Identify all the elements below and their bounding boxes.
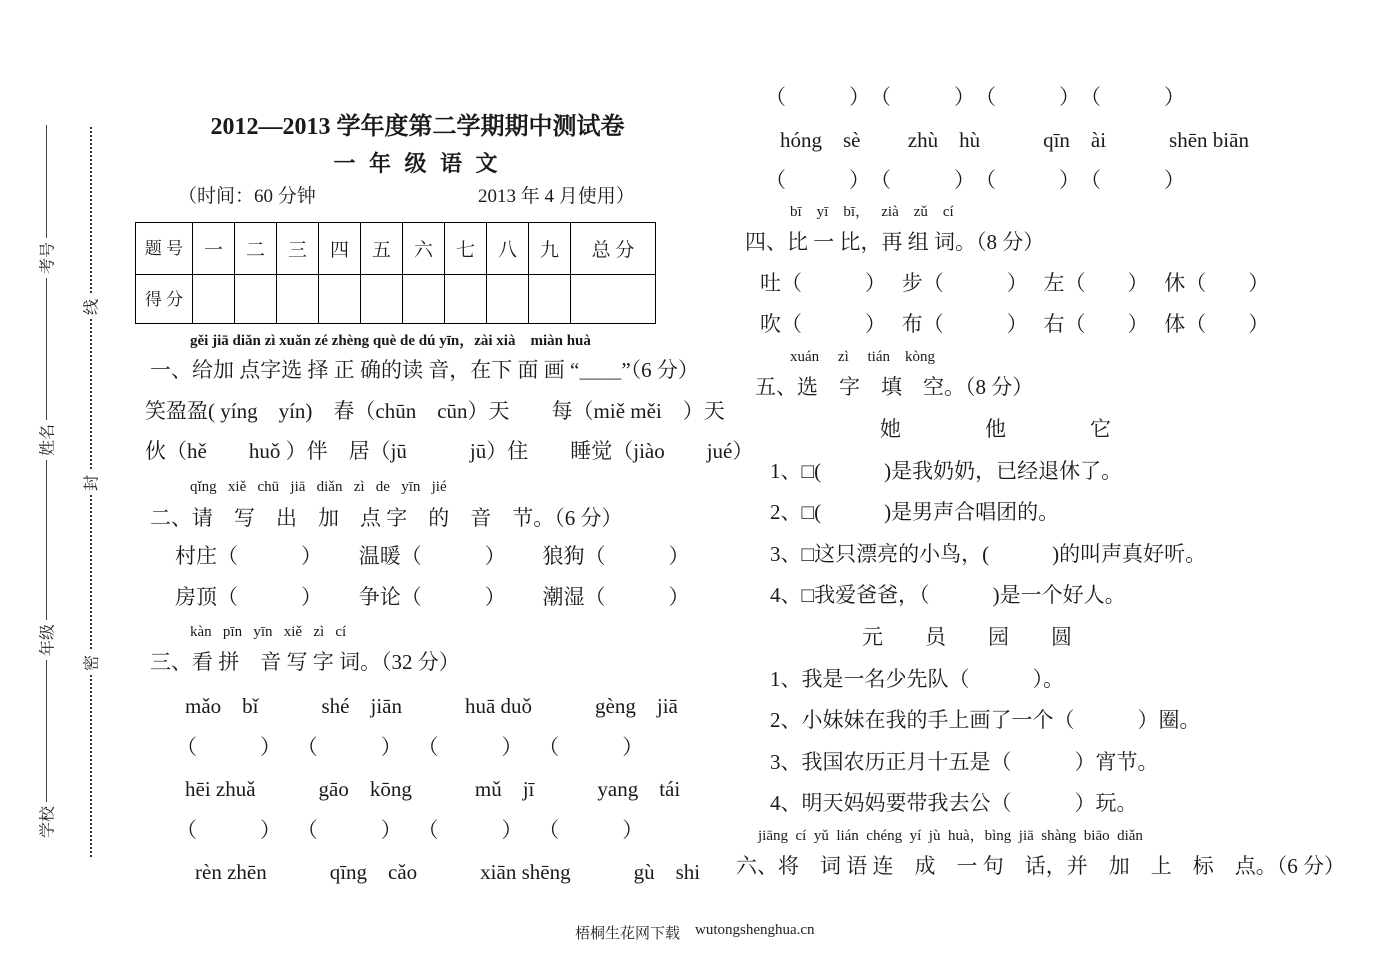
q2-title: 二、请 写 出 加 点 字 的 音 节。（6 分） (150, 506, 623, 530)
time-note: （时间：60 分钟 (178, 186, 316, 207)
q5-item-2: 2、□( )是男声合唱团的。 (770, 500, 1060, 524)
q5b-item-3: 3、我国农历正月十五是（ ）宵节。 (770, 750, 1159, 774)
q5b-item-4: 4、明天妈妈要带我去公（ ）玩。 (770, 791, 1138, 815)
score-table-total-col: 总 分 (571, 223, 656, 275)
seal-char-mi: 密 (79, 651, 102, 675)
footer-site-url: wutongshenghua.cn (695, 922, 815, 938)
margin-field-exam-number: 考号 (35, 238, 58, 278)
footer-site-name: 梧桐生花网下载 (575, 926, 681, 942)
score-cell (487, 275, 529, 324)
score-table-col: 八 (487, 223, 529, 275)
score-table-score-label: 得 分 (136, 275, 193, 324)
score-table-col: 四 (319, 223, 361, 275)
q5-item-3: 3、□这只漂亮的小鸟，( )的叫声真好听。 (770, 542, 1207, 566)
q2-row1: 村庄（ ） 温暖（ ） 狼狗（ ） (175, 544, 690, 568)
margin-field-line (46, 125, 47, 835)
q1-pinyin-hint: gěi jiā diǎn zì xuǎn zé zhèng què de dú yīn，zài xià miàn huà (190, 333, 591, 349)
margin-field-school: 学校 (35, 802, 58, 842)
q5-choice-words: 她 他 它 (880, 417, 1111, 441)
score-table-col: 九 (529, 223, 571, 275)
q5b-choice-words: 元 员 园 圆 (862, 625, 1072, 649)
q3-blank-row2: （ ） （ ） （ ） （ ） (176, 818, 644, 842)
margin-field-name: 姓名 (35, 420, 58, 460)
q5-title: 五、选 字 填 空。（8 分） (755, 375, 1034, 399)
score-cell (235, 275, 277, 324)
q5-item-1: 1、□( )是我奶奶，已经退休了。 (770, 459, 1123, 483)
margin-field-grade: 年级 (35, 620, 58, 660)
score-table (135, 222, 656, 324)
q2-row2: 房顶（ ） 争论（ ） 潮湿（ ） (175, 585, 690, 609)
date-note: 2013 年 4 月使用） (478, 186, 635, 207)
q3-blank-row3: （ ） （ ） （ ） （ ） (765, 85, 1185, 109)
q3-title: 三、看 拼 音 写 字 词。（32 分） (150, 650, 460, 674)
score-cell (193, 275, 235, 324)
q3-pinyin-hint: kàn pīn yīn xiě zì cí (190, 624, 347, 640)
score-cell (403, 275, 445, 324)
q3-blank-row4: （ ） （ ） （ ） （ ） (765, 168, 1185, 192)
q3-pinyin-row4: hóng sè zhù hù qīn ài shēn biān (780, 128, 1249, 152)
q5-item-4: 4、□我爱爸爸，（ )是一个好人。 (770, 583, 1126, 607)
seal-char-feng: 封 (79, 471, 102, 495)
score-table-score-row (136, 275, 656, 324)
score-table-col: 二 (235, 223, 277, 275)
score-cell (361, 275, 403, 324)
q3-pinyin-row3: rèn zhēn qīng cǎo xiān shēng gù shi (195, 860, 701, 884)
score-table-col: 三 (277, 223, 319, 275)
score-cell (529, 275, 571, 324)
q4-pinyin-hint: bī yī bī， zià zǔ cí (790, 204, 954, 220)
score-cell (571, 275, 656, 324)
q3-pinyin-row2: hēi zhuǎ gāo kōng mǔ jī yang tái (185, 777, 681, 801)
q5-pinyin-hint: xuán zì tián kòng (790, 349, 935, 365)
q4-row2: 吹（ ） 布（ ） 右（ ） 体（ ） (760, 312, 1270, 336)
score-table-header-row (136, 223, 656, 275)
q3-blank-row1: （ ） （ ） （ ） （ ） (176, 735, 644, 759)
score-cell (445, 275, 487, 324)
page-title: 2012—2013 学年度第二学期期中测试卷 (210, 114, 625, 140)
q4-row1: 吐（ ） 步（ ） 左（ ） 休（ ） (760, 271, 1270, 295)
q2-pinyin-hint: qǐng xiě chū jiā diǎn zì de yīn jié (190, 479, 447, 495)
score-table-col: 七 (445, 223, 487, 275)
q6-pinyin-hint: jiāng cí yǔ lián chéng yí jù huà，bìng jiā shàng biāo diǎn (758, 828, 1143, 844)
q1-title: 一、给加 点字选 择 正 确的读 音，在下 面 画 “＿＿”（6 分） (150, 358, 699, 382)
q6-title: 六、将 词 语 连 成 一 句 话，并 加 上 标 点。（6 分） (736, 854, 1345, 878)
q1-row1: 笑盈盈( yíng yín) 春（chūn cūn）天 每（miě měi ）天 (145, 399, 725, 423)
page-subtitle: 一 年 级 语 文 (333, 151, 502, 176)
q4-title: 四、比 一 比，再 组 词。（8 分） (745, 230, 1045, 254)
q5b-item-1: 1、我是一名少先队（ ）。 (770, 667, 1064, 691)
seal-char-xian: 线 (79, 295, 102, 319)
q3-pinyin-row1: mǎo bǐ shé jiān huā duǒ gèng jiā (185, 694, 678, 718)
score-cell (277, 275, 319, 324)
q1-row2: 伙（hě huǒ ）伴 居（jū jū）住 睡觉（jiào jué） (145, 439, 754, 463)
score-table-col: 一 (193, 223, 235, 275)
score-table-col: 五 (361, 223, 403, 275)
score-cell (319, 275, 361, 324)
q5b-item-2: 2、小妹妹在我的手上画了一个（ ）圈。 (770, 708, 1201, 732)
score-table-question-label: 题 号 (136, 223, 193, 275)
score-table-col: 六 (403, 223, 445, 275)
